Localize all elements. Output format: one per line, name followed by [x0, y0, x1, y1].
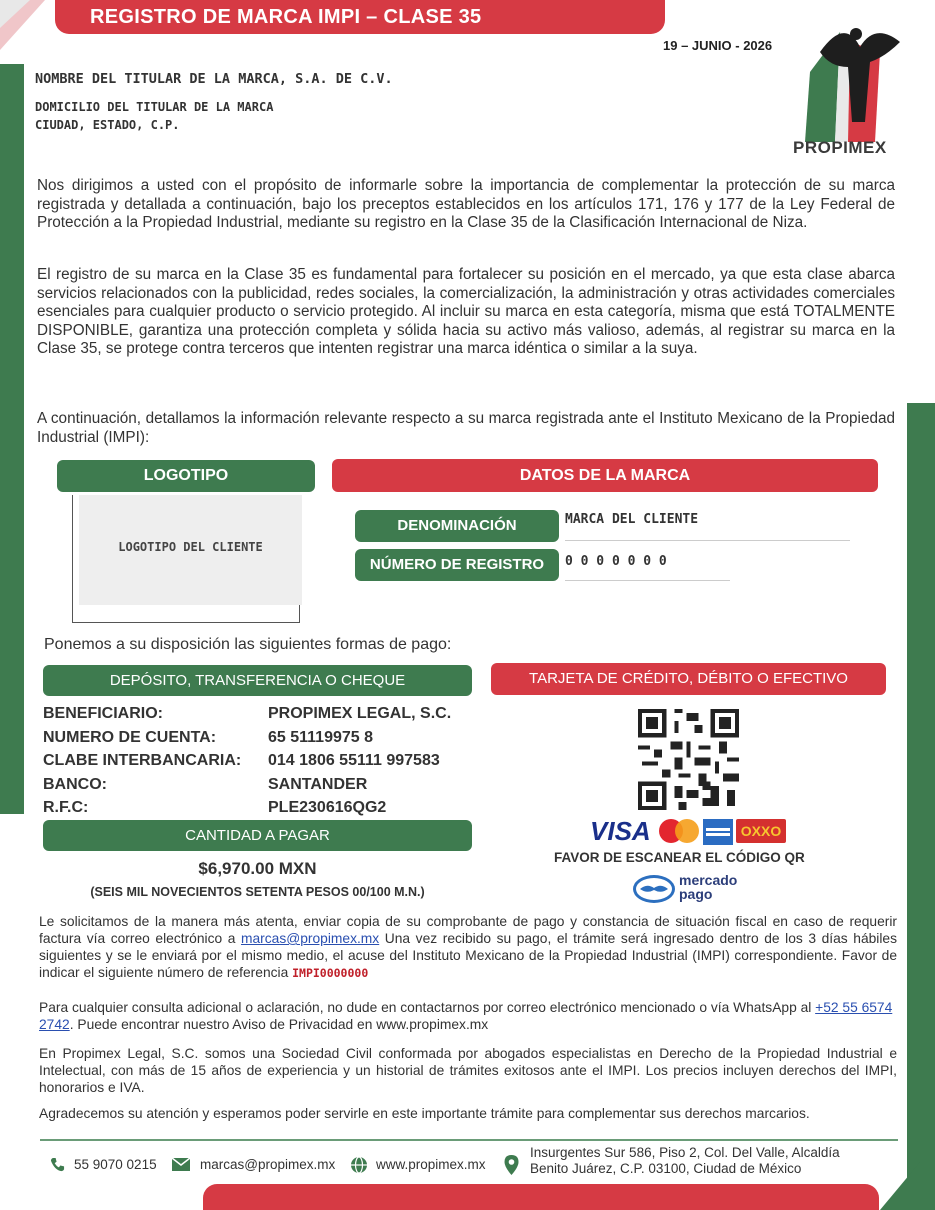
card-header: TARJETA DE CRÉDITO, DÉBITO O EFECTIVO [491, 663, 886, 695]
denomination-value: MARCA DEL CLIENTE [565, 512, 699, 527]
globe-icon [350, 1156, 368, 1174]
footer-phone[interactable]: 55 9070 0215 [74, 1157, 157, 1172]
closing-paragraph-3: En Propimex Legal, S.C. somos una Sociedad Civil conformada por abogados especialistas en Derecho de la Propiedad Industrial e Intelectual, con más de 15 años de experiencia y un historial de trámites exitosos ante el IMPI. Los precios incluyen derechos del IMPI, honorarios e IVA. [39, 1046, 897, 1095]
bank-row-bank: BANCO: SANTANDER [43, 775, 368, 793]
amount-header: CANTIDAD A PAGAR [43, 820, 472, 851]
bottom-right-decoration [880, 1162, 920, 1210]
denomination-label: DENOMINACIÓN [355, 510, 559, 542]
right-green-stripe [907, 403, 935, 1210]
corner-decoration [0, 0, 45, 55]
bottom-red-bar [203, 1184, 879, 1210]
holder-city: CIUDAD, ESTADO, C.P. [35, 118, 180, 132]
mastercard-logo [657, 818, 701, 844]
email-icon [172, 1158, 190, 1171]
payment-qr-code[interactable] [638, 709, 739, 810]
denomination-underline [565, 540, 850, 541]
card-logos [590, 816, 790, 846]
payment-intro: Ponemos a su disposición las siguientes formas de pago: [44, 636, 452, 653]
location-pin-icon [504, 1155, 519, 1175]
visa-logo: VISA [590, 816, 651, 846]
registration-underline [565, 580, 730, 581]
logo-placeholder: LOGOTIPO DEL CLIENTE [118, 540, 263, 554]
left-green-stripe [0, 64, 24, 814]
bank-row-clabe: CLABE INTERBANCARIA: 014 1806 55111 997583 [43, 752, 440, 769]
closing-paragraph-4: Agradecemos su atención y esperamos poder servirle en este importante trámite para complementar sus derechos marcarios. [39, 1106, 810, 1121]
phone-icon [50, 1157, 65, 1172]
bank-details [43, 702, 473, 820]
title-banner [55, 0, 665, 34]
pago-text: pago [679, 886, 713, 902]
deposit-header: DEPÓSITO, TRANSFERENCIA O CHEQUE [43, 665, 472, 696]
oxxo-logo: OXXO [736, 819, 786, 843]
closing-paragraph-1: Le solicitamos de la manera más atenta, enviar copia de su comprobante de pago y constancia de situación fiscal en caso de requerir factura vía correo electrónico a marcas@propimex.mx Una vez recibido su pago, el trámite será ingresado dentro de los 3 días hábiles siguientes y se le enviará por el mismo medio, el acuse del Instituto Mexicano de la Propiedad Industrial (IMPI) correspondiente. Favor de indicar el siguiente número de referencia IMPI0000000 [39, 914, 897, 980]
footer-contact [50, 1145, 900, 1185]
class35-paragraph: El registro de su marca en la Clase 35 es fundamental para fortalecer su posición en el mercado, ya que esta clase abarca servicios relacionados con la publicidad, redes sociales, la comercialización, la administración y otras actividades comerciales esenciales para cualquier producto o servicio protegido. Al incluir su marca en esta categoría, misma que está TOTALMENTE DISPONIBLE, garantiza una protección completa y sólida hacia su activo más valioso, además, al registrar su marca en la Clase 35, se protege contra terceros que intenten registrar una marca idéntica o similar a la suya. [37, 266, 895, 357]
amount-value: $6,970.00 MXN [198, 859, 317, 878]
document-date: 19 – JUNIO - 2026 [663, 38, 773, 53]
bank-row-rfc: R.F.C: PLE230616QG2 [43, 799, 387, 816]
banner-title: REGISTRO DE MARCA IMPI – CLASE 35 [90, 6, 482, 28]
reference-number: IMPI0000000 [292, 966, 369, 980]
amex-logo [703, 819, 733, 845]
whatsapp-link[interactable]: +52 55 6574 2742 [39, 1000, 893, 1032]
details-intro: A continuación, detallamos la información relevante respecto a su marca registrada ante el Instituto Mexicano de la Propiedad Industrial (IMPI): [37, 410, 895, 446]
closing-paragraph-2: Para cualquier consulta adicional o aclaración, no dude en contactarnos por correo electrónico mencionado o vía WhatsApp al +52 55 6574 2742. Puede encontrar nuestro Aviso de Privacidad en www.propimex.mx [39, 1000, 893, 1032]
email-link[interactable]: marcas@propimex.mx [240, 931, 380, 946]
footer-divider [40, 1139, 898, 1141]
brand-name: PROPIMEX [793, 138, 887, 157]
holder-name: NOMBRE DEL TITULAR DE LA MARCA, S.A. DE C.V. [35, 71, 393, 87]
handshake-icon [632, 874, 676, 904]
propimex-angel-logo [790, 12, 915, 157]
footer-email[interactable]: marcas@propimex.mx [200, 1157, 336, 1172]
footer-address-1: Insurgentes Sur 586, Piso 2, Col. Del Valle, Alcaldía [530, 1145, 840, 1160]
logo-header: LOGOTIPO [57, 460, 315, 492]
bank-row-account: NUMERO DE CUENTA: 65 51119975 8 [43, 728, 374, 746]
footer-website[interactable]: www.propimex.mx [376, 1157, 486, 1172]
amount-words: (SEIS MIL NOVECIENTOS SETENTA PESOS 00/100 M.N.) [90, 885, 425, 899]
mercado-pago-logo [632, 873, 752, 905]
mercado-text: mercado [679, 872, 738, 888]
footer-address-2: Benito Juárez, C.P. 03100, Ciudad de México [530, 1161, 802, 1176]
bank-row-beneficiary: BENEFICIARIO: PROPIMEX LEGAL, S.C. [43, 705, 452, 722]
intro-paragraph: Nos dirigimos a usted con el propósito de informarle sobre la importancia de complementar la protección de su marca registrada y detallada a continuación, bajo los preceptos establecidos en los artículos 171, 176 y 177 de la Ley Federal de Protección a la Propiedad Industrial, mediante su registro en la Clase 35 de la Clasificación Internacional de Niza. [37, 177, 895, 231]
scan-qr-text: FAVOR DE ESCANEAR EL CÓDIGO QR [554, 850, 805, 865]
brand-data-header: DATOS DE LA MARCA [332, 459, 878, 492]
registration-label: NÚMERO DE REGISTRO [355, 549, 559, 581]
registration-value: 0 0 0 0 0 0 0 [565, 554, 667, 569]
holder-address: DOMICILIO DEL TITULAR DE LA MARCA [35, 100, 274, 114]
